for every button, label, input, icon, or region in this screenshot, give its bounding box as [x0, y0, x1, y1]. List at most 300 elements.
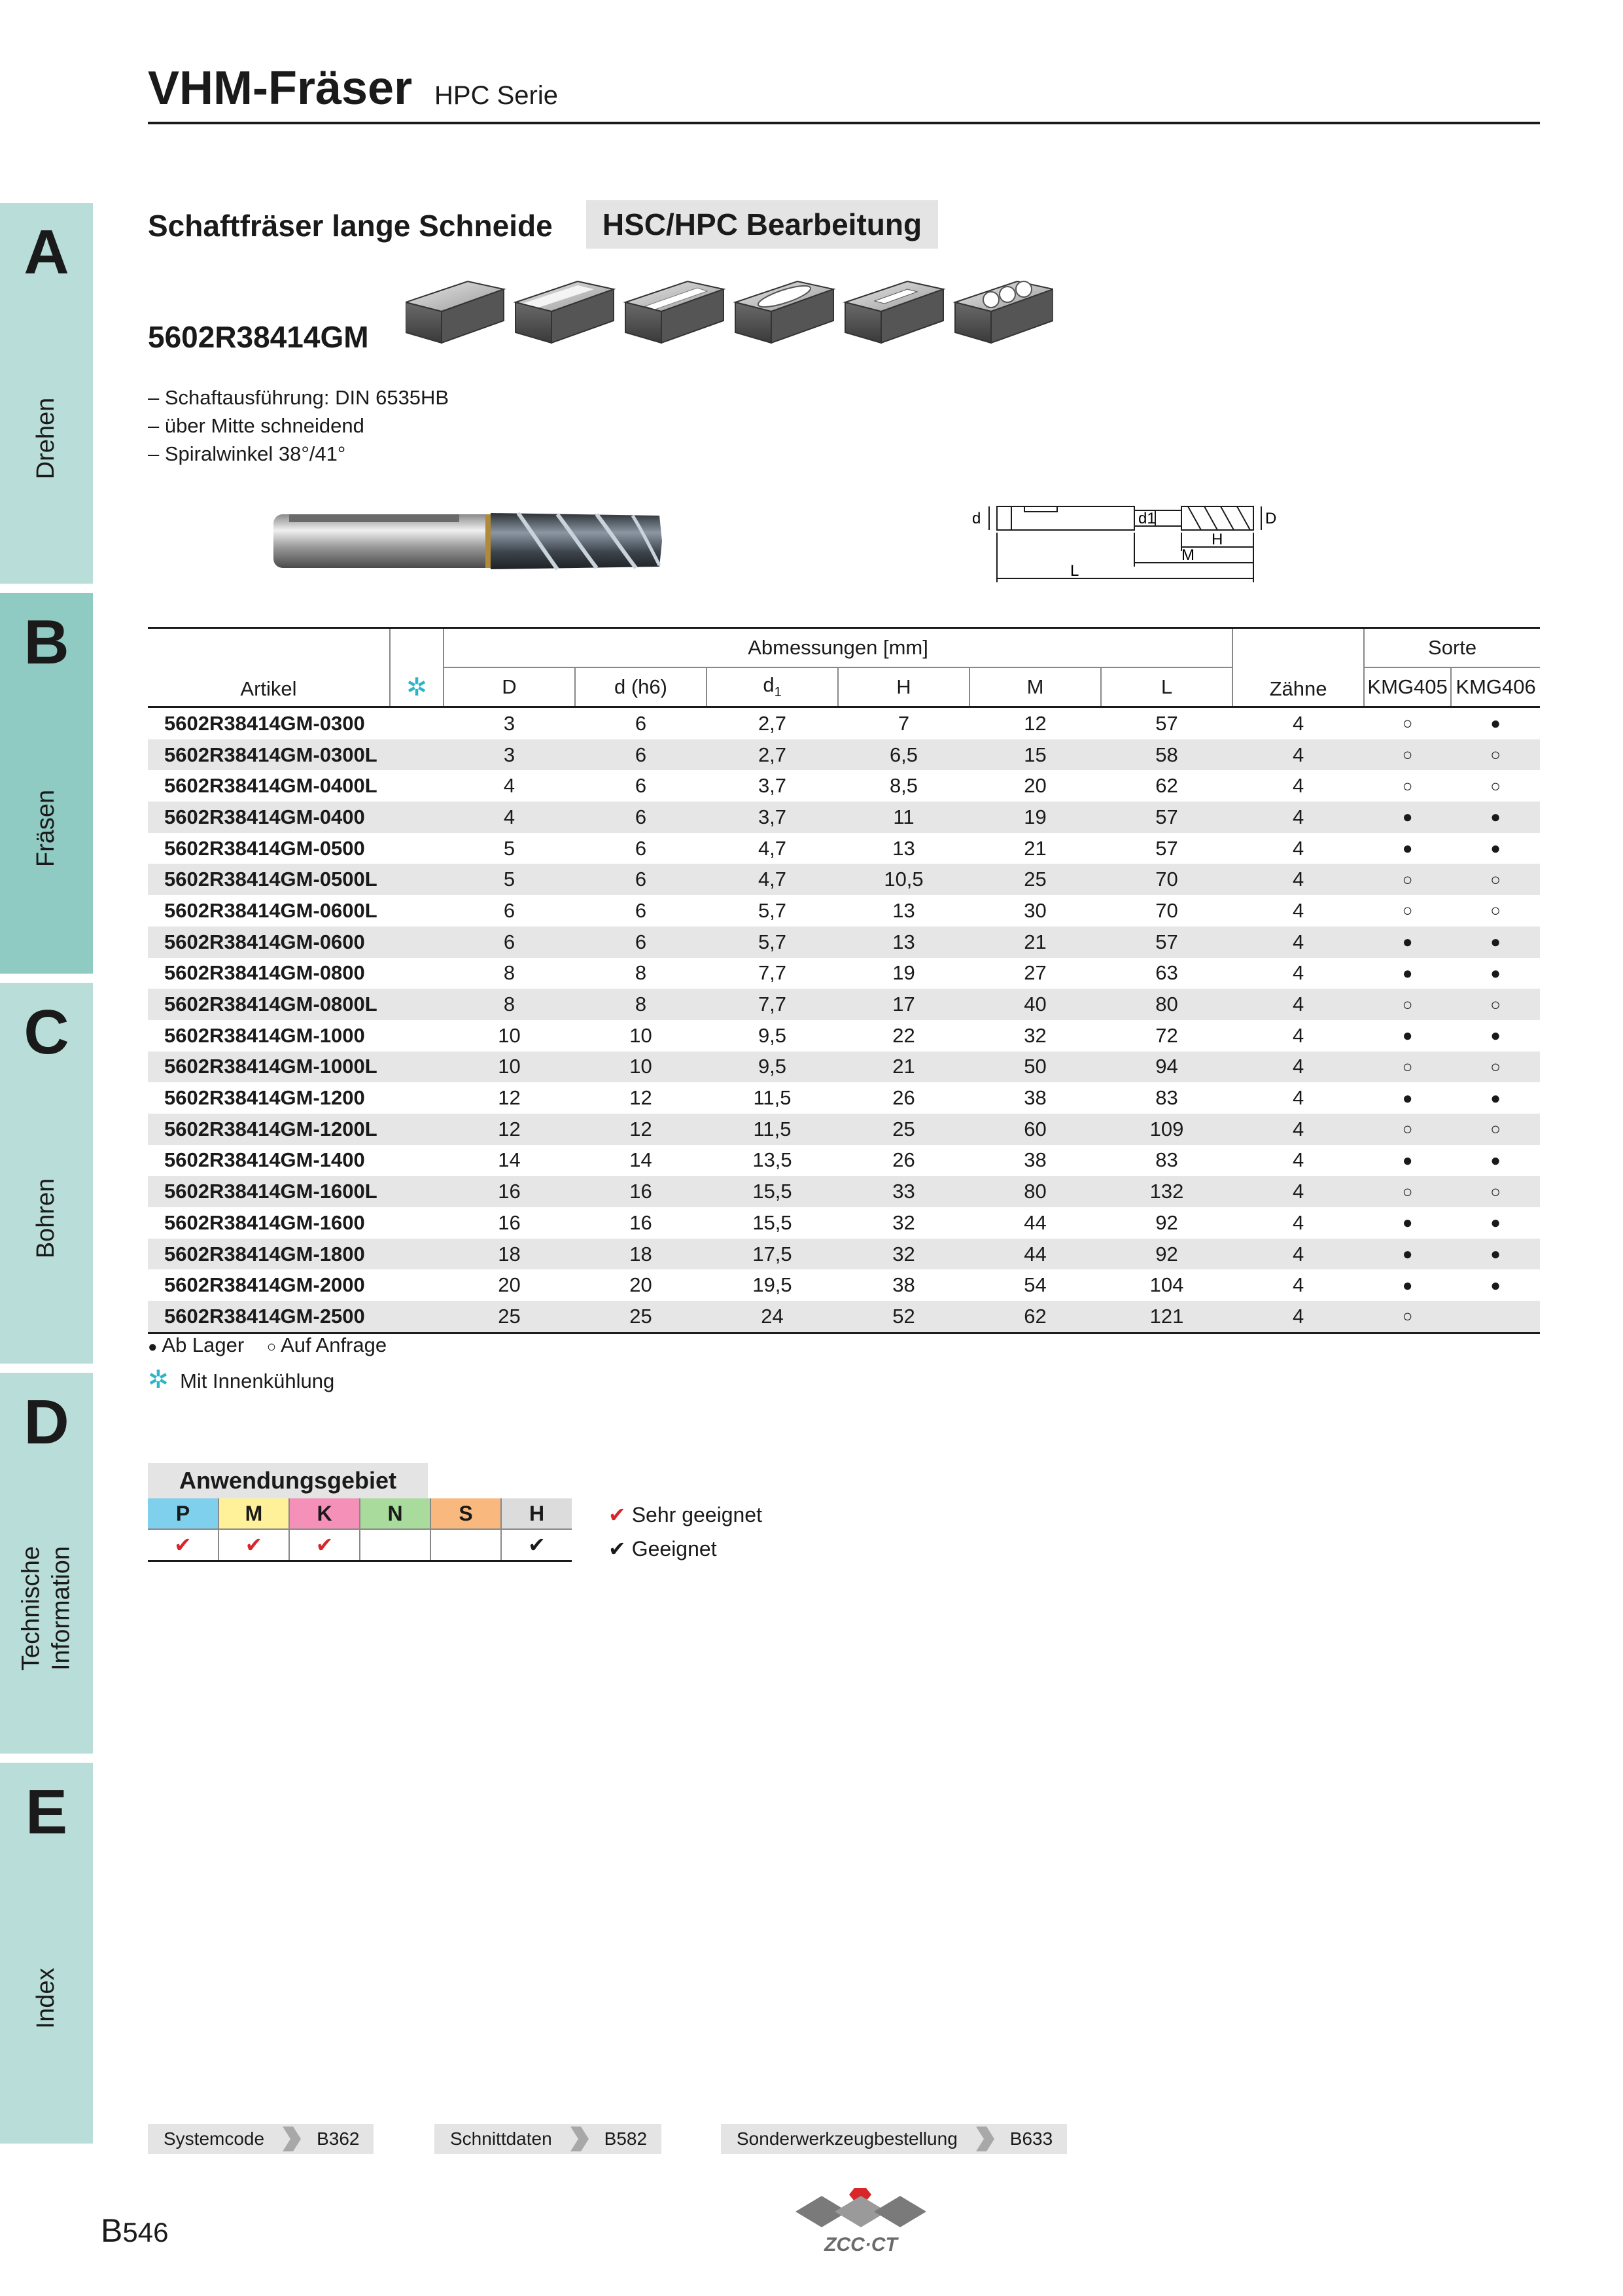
tab-letter: E [25, 1777, 68, 1847]
cell-zaehne: 4 [1292, 711, 1304, 735]
cell-M: 60 [969, 1114, 1101, 1145]
cell-M: 62 [969, 1301, 1101, 1333]
cell-M: 19 [969, 802, 1101, 833]
cell-d1: 15,5 [707, 1176, 838, 1207]
chevron-right-icon [280, 2124, 302, 2154]
xref-sonderwerkzeug[interactable] [721, 2124, 1067, 2154]
cell-H: 26 [892, 1148, 915, 1172]
cell-artikel: 5602R38414GM-1400 [164, 1148, 365, 1172]
cell-L: 57 [1101, 927, 1232, 958]
cell-D: 25 [444, 1301, 575, 1333]
cell-H: 25 [838, 1114, 969, 1145]
cell-D: 5 [444, 864, 575, 895]
cell-zaehne: 4 [1232, 864, 1364, 895]
cell-L: 72 [1155, 1023, 1178, 1047]
cell-artikel: 5602R38414GM-1800 [148, 1239, 390, 1270]
legend-very-suitable [608, 1502, 762, 1527]
cell-H: 33 [838, 1176, 969, 1207]
cell-coolant [390, 989, 444, 1020]
cell-zaehne: 4 [1232, 1114, 1364, 1145]
col-d1-main: d [763, 673, 775, 697]
table-row [148, 770, 1540, 802]
chevron-right-icon [973, 2124, 996, 2154]
material-s-rating [430, 1529, 501, 1561]
shoulder-milling-icon [515, 281, 614, 343]
cell-D: 8 [444, 989, 575, 1020]
dim-label-L: L [1070, 562, 1079, 580]
page-letter: B [101, 2212, 123, 2249]
table-row [148, 1051, 1540, 1083]
cell-artikel: 5602R38414GM-1000 [164, 1023, 365, 1047]
cell-coolant [390, 958, 444, 989]
cell-D: 8 [503, 961, 515, 985]
cell-L: 132 [1101, 1176, 1232, 1207]
cell-L: 80 [1101, 989, 1232, 1020]
page-subtitle: HPC Serie [434, 81, 558, 110]
xref-systemcode[interactable] [148, 2124, 374, 2154]
col-kmg406: KMG406 [1451, 667, 1540, 707]
col-D: D [444, 667, 575, 707]
coolant-label: Mit Innenkühlung [180, 1369, 335, 1392]
cell-H: 7 [898, 711, 910, 735]
cell-zaehne: 4 [1292, 836, 1304, 860]
cell-artikel: 5602R38414GM-0800 [164, 961, 365, 985]
cell-coolant [390, 833, 444, 864]
cell-kmg405: ● [1364, 802, 1451, 833]
cell-kmg405: ○ [1402, 900, 1413, 921]
cell-M: 32 [1024, 1023, 1047, 1047]
cell-artikel: 5602R38414GM-0500L [148, 864, 390, 895]
cell-artikel: 5602R38414GM-0800L [148, 989, 390, 1020]
xref-page: B362 [302, 2124, 374, 2154]
coolant-icon: ✲ [390, 628, 444, 707]
dim-label-d: d [972, 510, 981, 527]
cell-d1: 24 [707, 1301, 838, 1333]
material-s: S [430, 1498, 501, 1529]
cell-d-h6: 8 [575, 989, 707, 1020]
cell-L: 92 [1101, 1239, 1232, 1270]
cell-M: 44 [969, 1239, 1101, 1270]
cell-kmg405: ● [1402, 1275, 1413, 1295]
material-grid [148, 1498, 572, 1562]
tab-letter: D [24, 1387, 69, 1457]
cell-d1: 3,7 [758, 774, 787, 798]
cell-M: 30 [1024, 898, 1047, 922]
zccct-logo [782, 2185, 939, 2261]
cell-d-h6: 6 [575, 739, 707, 771]
cell-zaehne: 4 [1232, 1239, 1364, 1270]
cell-zaehne: 4 [1292, 961, 1304, 985]
cell-M: 44 [1024, 1210, 1047, 1234]
cell-kmg406: ● [1490, 713, 1501, 733]
cell-M: 80 [969, 1176, 1101, 1207]
cell-kmg406: ○ [1490, 775, 1501, 796]
table-row [148, 833, 1540, 864]
material-p-rating: ✔ [148, 1529, 218, 1561]
cell-D: 10 [498, 1023, 521, 1047]
cell-kmg405: ○ [1364, 989, 1451, 1020]
cell-coolant [390, 802, 444, 833]
cell-H: 10,5 [838, 864, 969, 895]
slot-milling-icon [625, 281, 724, 343]
cell-d1: 9,5 [758, 1023, 787, 1047]
xref-page: B582 [590, 2124, 661, 2154]
cell-kmg405: ○ [1364, 739, 1451, 771]
tab-letter: A [24, 217, 69, 287]
cell-coolant [390, 895, 444, 927]
cell-d-h6: 6 [575, 864, 707, 895]
application-icons [406, 270, 1053, 358]
cell-H: 13 [892, 898, 915, 922]
cell-M: 20 [1024, 774, 1047, 798]
cell-artikel: 5602R38414GM-1200 [164, 1086, 365, 1110]
cell-kmg405: ● [1402, 1087, 1413, 1108]
cell-d1: 5,7 [758, 898, 787, 922]
header-rule [148, 122, 1540, 124]
cell-kmg406: ● [1490, 1150, 1501, 1170]
cell-coolant [390, 864, 444, 895]
cell-zaehne: 4 [1232, 989, 1364, 1020]
cell-kmg405: ● [1364, 1239, 1451, 1270]
col-d1-sub: 1 [774, 685, 782, 700]
legend-suitable [608, 1536, 717, 1561]
table-row [148, 1269, 1540, 1301]
xref-label: Sonderwerkzeugbestellung [721, 2124, 973, 2154]
article-table [148, 627, 1540, 1334]
dim-label-D: D [1265, 510, 1277, 527]
cell-L: 109 [1101, 1114, 1232, 1145]
table-row [148, 1301, 1540, 1333]
cell-D: 3 [444, 739, 575, 771]
cell-L: 104 [1149, 1273, 1184, 1297]
dim-label-M: M [1181, 546, 1195, 564]
end-mill-photo [270, 505, 662, 580]
cell-coolant [390, 1082, 444, 1114]
cell-artikel: 5602R38414GM-0600 [148, 927, 390, 958]
chevron-right-icon [568, 2124, 590, 2154]
cell-M: 21 [969, 927, 1101, 958]
cell-kmg405: ● [1402, 1212, 1413, 1233]
tab-drehen[interactable] [0, 203, 93, 584]
coolant-legend-icon: ✲ [148, 1366, 169, 1394]
cell-coolant [390, 707, 444, 739]
col-zaehne: Zähne [1232, 628, 1364, 707]
table-row [148, 1114, 1540, 1145]
col-kmg405: KMG405 [1364, 667, 1451, 707]
cell-H: 52 [838, 1301, 969, 1333]
cell-M: 38 [1024, 1148, 1047, 1172]
col-sorte: Sorte [1364, 628, 1540, 668]
cell-M: 27 [1024, 961, 1047, 985]
cell-L: 57 [1155, 711, 1178, 735]
cell-coolant [390, 1020, 444, 1051]
cell-kmg405: ○ [1402, 775, 1413, 796]
material-k: K [289, 1498, 360, 1529]
cell-kmg406: ● [1490, 1275, 1501, 1295]
cell-zaehne: 4 [1292, 1148, 1304, 1172]
cell-L: 62 [1155, 774, 1178, 798]
stock-symbol: ● [148, 1338, 158, 1356]
cell-d-h6: 10 [575, 1051, 707, 1083]
availability-legend [148, 1333, 387, 1357]
cell-d-h6: 20 [629, 1273, 652, 1297]
cell-kmg405: ● [1402, 963, 1413, 983]
cell-H: 6,5 [838, 739, 969, 771]
cell-L: 83 [1155, 1148, 1178, 1172]
cell-kmg406: ○ [1451, 989, 1540, 1020]
cell-kmg406: ● [1451, 1239, 1540, 1270]
cell-d-h6: 8 [635, 961, 647, 985]
cell-kmg406: ○ [1490, 900, 1501, 921]
cell-d-h6: 10 [629, 1023, 652, 1047]
cell-d1: 13,5 [752, 1148, 792, 1172]
cell-kmg405: ○ [1364, 1301, 1451, 1333]
table-row [148, 958, 1540, 989]
cell-kmg405: ○ [1364, 1051, 1451, 1083]
cell-artikel: 5602R38414GM-0300L [148, 739, 390, 771]
cell-D: 5 [503, 836, 515, 860]
material-h: H [501, 1498, 572, 1529]
cell-L: 58 [1101, 739, 1232, 771]
legend-suitable-label: Geeignet [631, 1537, 717, 1561]
cell-d1: 7,7 [707, 989, 838, 1020]
col-H: H [838, 667, 969, 707]
tab-index[interactable] [0, 1763, 93, 2144]
cell-H: 32 [892, 1210, 915, 1234]
xref-page: B633 [996, 2124, 1067, 2154]
cell-artikel: 5602R38414GM-0300 [164, 711, 365, 735]
cell-D: 6 [444, 927, 575, 958]
cell-D: 12 [498, 1086, 521, 1110]
cell-coolant [390, 1176, 444, 1207]
cell-zaehne: 4 [1292, 1086, 1304, 1110]
cell-kmg405: ● [1402, 1150, 1413, 1170]
col-M: M [969, 667, 1101, 707]
cell-H: 19 [892, 961, 915, 985]
cell-L: 83 [1155, 1086, 1178, 1110]
tab-bohren[interactable] [0, 983, 93, 1364]
cell-kmg405: ○ [1364, 1114, 1451, 1145]
table-row [148, 1145, 1540, 1176]
cell-artikel: 5602R38414GM-0400 [148, 802, 390, 833]
cell-kmg405: ○ [1364, 864, 1451, 895]
cell-d-h6: 16 [629, 1210, 652, 1234]
section-heading: Schaftfräser lange Schneide [148, 209, 553, 243]
cell-d-h6: 14 [629, 1148, 652, 1172]
cell-D: 3 [503, 711, 515, 735]
cell-kmg405: ○ [1364, 1176, 1451, 1207]
request-label: Auf Anfrage [281, 1333, 387, 1356]
material-n-rating [360, 1529, 430, 1561]
cell-kmg406: ● [1490, 838, 1501, 858]
cell-H: 8,5 [889, 774, 918, 798]
material-k-rating: ✔ [289, 1529, 360, 1561]
dim-label-d1: d1 [1138, 510, 1156, 527]
tab-label: Bohren [32, 1178, 60, 1259]
cell-d-h6: 6 [635, 711, 647, 735]
cell-kmg406: ● [1490, 1087, 1501, 1108]
cell-L: 121 [1101, 1301, 1232, 1333]
cell-d-h6: 6 [575, 802, 707, 833]
cell-kmg406: ○ [1451, 1114, 1540, 1145]
material-n: N [360, 1498, 430, 1529]
cell-d1: 4,7 [707, 864, 838, 895]
cell-M: 21 [1024, 836, 1047, 860]
table-row [148, 864, 1540, 895]
cell-kmg406: ● [1490, 1212, 1501, 1233]
pocket-milling-icon [735, 281, 833, 343]
tab-technische-information[interactable] [0, 1373, 93, 1754]
cell-kmg405: ○ [1402, 713, 1413, 733]
col-d1 [707, 667, 838, 707]
cell-M: 38 [1024, 1086, 1047, 1110]
cell-d-h6: 25 [575, 1301, 707, 1333]
cell-kmg406: ○ [1451, 1051, 1540, 1083]
cell-d1: 9,5 [707, 1051, 838, 1083]
cell-coolant [390, 1301, 444, 1333]
cell-coolant [390, 1051, 444, 1083]
cell-artikel: 5602R38414GM-2000 [164, 1273, 365, 1297]
cell-d-h6: 18 [575, 1239, 707, 1270]
cell-d1: 5,7 [707, 927, 838, 958]
cell-coolant [390, 1114, 444, 1145]
feature-item: – über Mitte schneidend [148, 414, 364, 437]
cell-d1: 11,5 [707, 1114, 838, 1145]
cell-artikel: 5602R38414GM-0500 [164, 836, 365, 860]
table-row [148, 707, 1540, 739]
tab-fraesen[interactable] [0, 593, 93, 974]
cell-M: 50 [969, 1051, 1101, 1083]
cell-zaehne: 4 [1232, 1301, 1364, 1333]
face-milling-icon [406, 281, 504, 343]
cell-d1: 11,5 [753, 1086, 792, 1110]
cell-D: 4 [503, 774, 515, 798]
cell-kmg406: ○ [1451, 1176, 1540, 1207]
cell-M: 12 [1024, 711, 1047, 735]
cell-d-h6: 12 [629, 1086, 652, 1110]
cell-D: 12 [444, 1114, 575, 1145]
cell-L: 70 [1101, 864, 1232, 895]
table-row [148, 739, 1540, 771]
cell-H: 22 [892, 1023, 915, 1047]
tab-label: Drehen [32, 397, 60, 480]
cell-coolant [390, 739, 444, 771]
table-row [148, 895, 1540, 927]
table-row [148, 802, 1540, 833]
cell-H: 11 [838, 802, 969, 833]
cell-d-h6: 6 [635, 836, 647, 860]
cell-H: 32 [838, 1239, 969, 1270]
cell-coolant [390, 1269, 444, 1301]
cell-coolant [390, 1145, 444, 1176]
table-row [148, 1020, 1540, 1051]
tab-label: Index [32, 1968, 60, 2029]
dim-label-H: H [1212, 531, 1223, 548]
request-symbol: ○ [266, 1338, 277, 1356]
cell-H: 13 [838, 927, 969, 958]
cell-artikel: 5602R38414GM-1600 [164, 1210, 365, 1234]
cell-D: 10 [444, 1051, 575, 1083]
tab-label: Technische Information [17, 1545, 75, 1671]
table-row [148, 1207, 1540, 1239]
table-row [148, 1239, 1540, 1270]
tab-letter: B [24, 607, 69, 677]
cell-d-h6: 16 [575, 1176, 707, 1207]
page-digits: 546 [122, 2217, 169, 2248]
cell-L: 94 [1101, 1051, 1232, 1083]
cell-L: 57 [1155, 836, 1178, 860]
cell-H: 13 [892, 836, 915, 860]
cell-d1: 2,7 [707, 739, 838, 771]
cell-kmg406: ● [1490, 1025, 1501, 1046]
cell-coolant [390, 927, 444, 958]
dimension-drawing [966, 487, 1293, 595]
cell-d-h6: 6 [575, 927, 707, 958]
cell-kmg406: ● [1451, 927, 1540, 958]
cell-M: 15 [969, 739, 1101, 771]
cell-coolant [390, 1207, 444, 1239]
cell-H: 21 [838, 1051, 969, 1083]
cell-D: 18 [444, 1239, 575, 1270]
machining-badge: HSC/HPC Bearbeitung [586, 200, 938, 249]
table-row [148, 1176, 1540, 1207]
cell-coolant [390, 1239, 444, 1270]
cell-artikel: 5602R38414GM-1000L [148, 1051, 390, 1083]
legend-very-label: Sehr geeignet [631, 1503, 762, 1527]
cell-d-h6: 6 [635, 898, 647, 922]
cell-D: 4 [444, 802, 575, 833]
cell-d-h6: 12 [575, 1114, 707, 1145]
cell-zaehne: 4 [1232, 1051, 1364, 1083]
material-m: M [218, 1498, 289, 1529]
check-red-icon: ✔ [608, 1503, 626, 1527]
cell-d1: 3,7 [707, 802, 838, 833]
cell-artikel: 5602R38414GM-0600L [164, 898, 377, 922]
cell-M: 40 [969, 989, 1101, 1020]
article-number: 5602R38414GM [148, 320, 369, 354]
cell-zaehne: 4 [1232, 802, 1364, 833]
cell-zaehne: 4 [1292, 774, 1304, 798]
feature-list [148, 383, 449, 468]
cell-d1: 19,5 [752, 1273, 792, 1297]
cell-zaehne: 4 [1292, 898, 1304, 922]
logo-text: ZCC·CT [824, 2234, 898, 2255]
col-L: L [1101, 667, 1232, 707]
col-abmessungen: Abmessungen [mm] [444, 628, 1232, 668]
xref-schnittdaten[interactable] [434, 2124, 661, 2154]
cell-D: 6 [503, 898, 515, 922]
cell-M: 25 [969, 864, 1101, 895]
cell-zaehne: 4 [1292, 1273, 1304, 1297]
page-number [101, 2212, 168, 2250]
application-title: Anwendungsgebiet [148, 1463, 428, 1498]
plunge-milling-icon [955, 281, 1053, 343]
cell-zaehne: 4 [1292, 1023, 1304, 1047]
cell-artikel: 5602R38414GM-0400L [164, 774, 377, 798]
cell-zaehne: 4 [1232, 927, 1364, 958]
cell-artikel: 5602R38414GM-1200L [148, 1114, 390, 1145]
cell-L: 92 [1155, 1210, 1178, 1234]
material-m-rating: ✔ [218, 1529, 289, 1561]
cell-D: 16 [444, 1176, 575, 1207]
material-h-rating: ✔ [501, 1529, 572, 1561]
cell-zaehne: 4 [1232, 1176, 1364, 1207]
cell-H: 17 [838, 989, 969, 1020]
cell-artikel: 5602R38414GM-2500 [148, 1301, 390, 1333]
cell-artikel: 5602R38414GM-1600L [148, 1176, 390, 1207]
cell-M: 54 [1024, 1273, 1047, 1297]
table-row [148, 1082, 1540, 1114]
